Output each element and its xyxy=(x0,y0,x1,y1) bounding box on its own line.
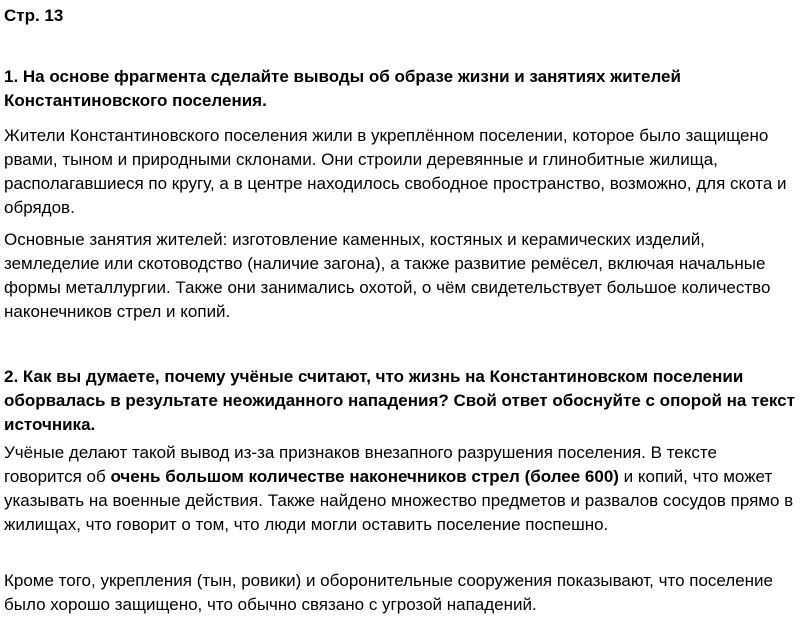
answer-2-paragraph-1 xyxy=(4,441,796,537)
answer-2-text-end: и копий, что может указывать на военные действия. Также найдено множество предметов и развалов сосудов прямо в жилищах, что говорит о том, что люди могли оставить поселение поспешно. xyxy=(4,467,794,534)
answer-1-paragraph-2: Основные занятия жителей: изготовление каменных, костяных и керамических изделий, земледелие или скотоводство (наличие загона), а также развитие ремёсел, включая начальные формы металлургии. Также они занимались охотой, о чём свидетельствует большое количество наконечников стрел и копий. xyxy=(4,230,771,321)
answer-1-paragraph-1: Жители Константиновского поселения жили в укреплённом поселении, которое было защищено рвами, тыном и природными склонами. Они строили деревянные и глинобитные жилища, располагавшиеся по кругу, а в центре находилось свободное пространство, возможно, для скота и обрядов. xyxy=(4,126,787,217)
question-1: 1. На основе фрагмента сделайте выводы об образе жизни и занятиях жителей Константиновского поселения. xyxy=(4,67,681,110)
answer-2-text-start: Учёные делают такой вывод из-за признаков внезапного разрушения поселения. В тексте говорится об xyxy=(4,443,717,486)
answer-2-paragraph-2: Кроме того, укрепления (тын, ровики) и оборонительные сооружения показывают, что поселение было хорошо защищено, что обычно связано с угрозой нападений. xyxy=(4,571,774,614)
question-2: 2. Как вы думаете, почему учёные считают, что жизнь на Константиновском поселении оборвалась в результате неожиданного нападения? Свой ответ обоснуйте с опорой на текст источника. xyxy=(4,367,795,434)
answer-2-highlight: очень большом количестве наконечников стрел (более 600) xyxy=(110,467,619,486)
page-number: Стр. 13 xyxy=(4,6,64,25)
